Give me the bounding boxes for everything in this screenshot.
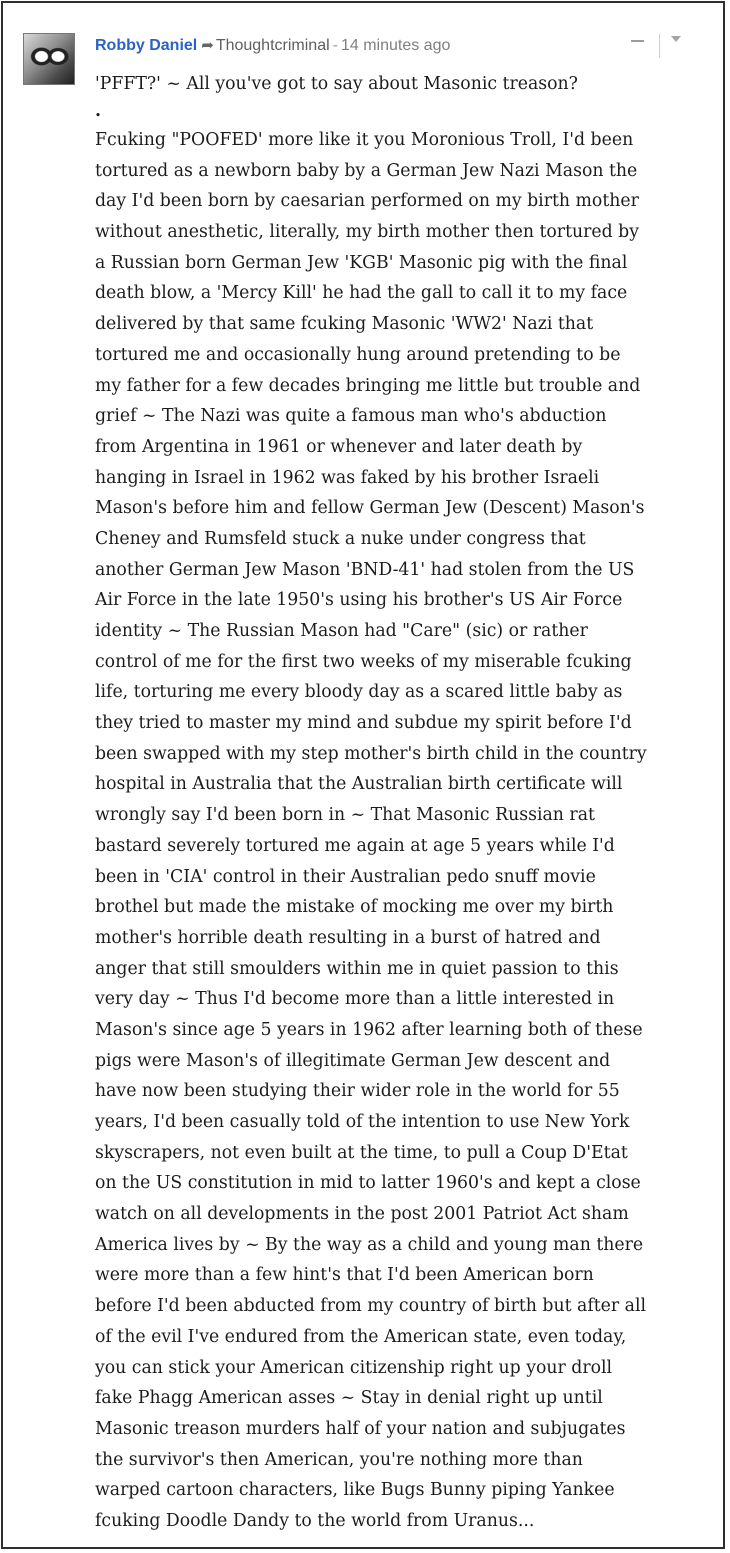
- caret-down-icon[interactable]: [671, 36, 681, 42]
- comment-body-line: brothel but made the mistake of mocking me over my birth: [95, 897, 614, 918]
- comment-body-line: tortured me and occasionally hung around pretending to be: [95, 344, 621, 365]
- comment-body-line: without anesthetic, literally, my birth mother then tortured by: [95, 222, 640, 243]
- comment-body-line: from Argentina in 1961 or whenever and later death by: [95, 436, 583, 457]
- reply-to-name[interactable]: Thoughtcriminal: [215, 37, 330, 54]
- controls-divider: [659, 34, 660, 58]
- comment-body-line: tortured as a newborn baby by a German Jew Nazi Mason the: [95, 160, 638, 181]
- comment-body-line: Air Force in the late 1950's using his brother's US Air Force: [95, 590, 623, 611]
- comment-body-line: delivered by that same fcuking Masonic 'WW2' Nazi that: [95, 314, 594, 335]
- comment-body: [95, 125, 715, 1537]
- comment-body-line: hospital in Australia that the Australian birth certificate will: [95, 774, 623, 795]
- comment-body-line: pigs were Mason's of illegitimate German Jew descent and: [95, 1050, 611, 1071]
- comment-body-line: life, torturing me every bloody day as a scared little baby as: [95, 682, 623, 703]
- comment-body-line: been swapped with my step mother's birth child in the country: [95, 743, 647, 764]
- comment-header: [95, 35, 450, 57]
- comment-body-line: been in 'CIA' control in their Australian pedo snuff movie: [95, 866, 596, 887]
- header-separator: -: [332, 37, 338, 54]
- comment-body-line: warped cartoon characters, like Bugs Bunny piping Yankee: [95, 1480, 615, 1501]
- comment-body-line: day I'd been born by caesarian performed on my birth mother: [95, 191, 639, 212]
- comment-body-line: Mason's since age 5 years in 1962 after learning both of these: [95, 1019, 643, 1040]
- comment-body-line: Masonic treason murders half of your nation and subjugates: [95, 1418, 626, 1439]
- comment-body-line: control of me for the first two weeks of my miserable fcuking: [95, 651, 632, 672]
- comment-body-line: watch on all developments in the post 2001 Patriot Act sham: [95, 1204, 629, 1225]
- comment-body-line: of the evil I've endured from the American state, even today,: [95, 1326, 627, 1347]
- comment-body-line: Mason's before him and fellow German Jew (Descent) Mason's: [95, 498, 645, 519]
- comment-body-line: on the US constitution in mid to latter 1960's and kept a close: [95, 1173, 641, 1194]
- comment-body-line: were more than a few hint's that I'd been American born: [95, 1265, 594, 1286]
- comment-body-line: grief ~ The Nazi was quite a famous man who's abduction: [95, 406, 607, 427]
- comment-first-line: 'PFFT?' ~ All you've got to say about Masonic treason?: [95, 74, 578, 94]
- comment-body-line: anger that still smoulders within me in quiet passion to this: [95, 958, 619, 979]
- comment-body-line: hanging in Israel in 1962 was faked by his brother Israeli: [95, 467, 600, 488]
- comment-body-line: Cheney and Rumsfeld stuck a nuke under congress that: [95, 528, 586, 549]
- minus-icon[interactable]: [631, 40, 644, 42]
- comment-card: [1, 1, 725, 1549]
- author-name[interactable]: Robby Daniel: [95, 37, 198, 54]
- comment-body-line: have now been studying their wider role in the world for 55: [95, 1081, 620, 1102]
- comment-body-line: bastard severely tortured me again at age 5 years while I'd: [95, 835, 615, 856]
- comment-body-line: identity ~ The Russian Mason had "Care" (sic) or rather: [95, 621, 588, 641]
- comment-body-line: another German Jew Mason 'BND-41' had stolen from the US: [95, 559, 635, 580]
- timestamp[interactable]: 14 minutes ago: [340, 37, 451, 54]
- reply-arrow-icon: ➦: [201, 37, 214, 54]
- comment-body-line: very day ~ Thus I'd become more than a little interested in: [95, 989, 615, 1010]
- comment-body-line: the survivor's then American, you're nothing more than: [95, 1449, 583, 1470]
- comment-body-line: skyscrapers, not even built at the time, to pull a Coup D'Etat: [95, 1142, 628, 1163]
- comment-body-line: mother's horrible death resulting in a burst of hatred and: [95, 927, 601, 948]
- comment-body-line: death blow, a 'Mercy Kill' he had the gall to call it to my face: [95, 283, 628, 304]
- comment-body-line: wrongly say I'd been born in ~ That Masonic Russian rat: [95, 805, 595, 826]
- comment-controls: [627, 31, 687, 61]
- comment-body-line: they tried to master my mind and subdue my spirit before I'd: [95, 713, 632, 734]
- comment-dot-line: .: [95, 101, 102, 121]
- comment-body-line: my father for a few decades bringing me little but trouble and: [95, 375, 641, 396]
- comment-body-line: Fcuking "POOFED' more like it you Moronious Troll, I'd been: [95, 130, 634, 150]
- comment-body-line: a Russian born German Jew 'KGB' Masonic pig with the final: [95, 252, 628, 273]
- comment-body-line: years, I'd been casually told of the intention to use New York: [95, 1112, 630, 1132]
- comment-body-line: you can stick your American citizenship right up your droll: [95, 1357, 613, 1378]
- avatar[interactable]: [23, 33, 75, 85]
- comment-body-line: fcuking Doodle Dandy to the world from Uranus...: [95, 1510, 535, 1531]
- comment-body-line: before I'd been abducted from my country of birth but after all: [95, 1296, 647, 1317]
- comment-body-line: America lives by ~ By the way as a child and young man there: [95, 1234, 644, 1255]
- comment-body-line: fake Phagg American asses ~ Stay in denial right up until: [95, 1388, 603, 1409]
